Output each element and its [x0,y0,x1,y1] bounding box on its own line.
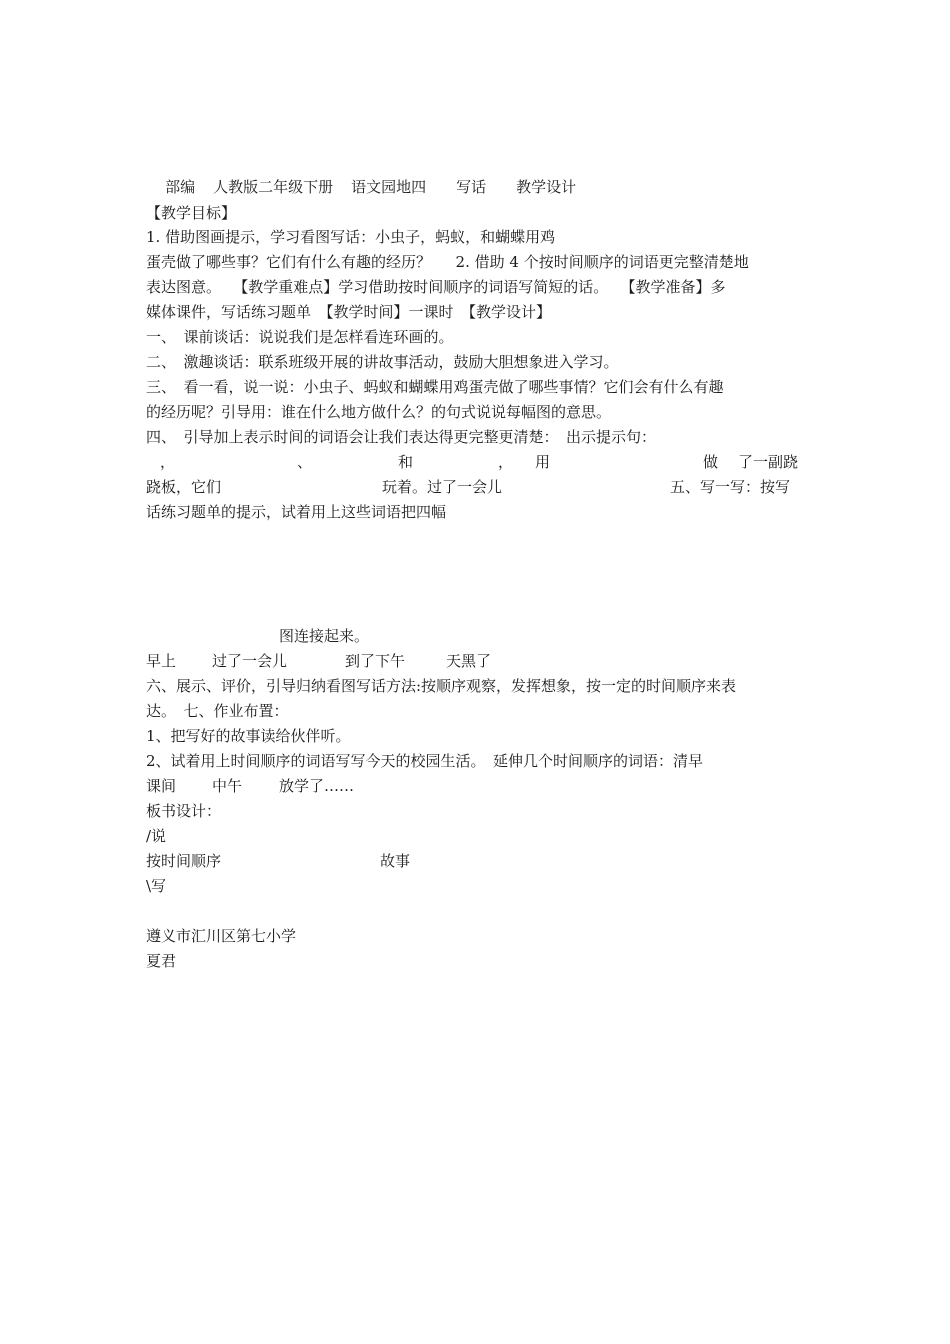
title-part: 教学设计 [516,178,577,196]
board-heading: 板书设计： [146,802,222,820]
paragraph-line: 媒体课件，写话练习题单 【教学时间】一课时 【教学设计】 [146,303,552,321]
document-title [146,151,577,196]
paragraph-line: 表达图意。 【教学重难点】学习借助按时间顺序的词语写简短的话。 【教学准备】多 [146,278,726,296]
step-6-line2: 达。 七、作业布置： [146,702,289,720]
homework-1: 1、把写好的故事读给伙伴听。 [146,727,351,745]
blank-line2-b: 玩着。过了一会儿 [382,478,503,496]
title-part: 部编 [165,178,196,196]
step-6-line1: 六、展示、评价，引导归纳看图写话方法:按顺序观察，发挥想象，按一定的时间顺序来表 [146,677,737,695]
blank-tiao: 了一副跷 [738,453,799,471]
blank-dun: 、 [297,453,313,471]
author-school: 遵义市汇川区第七小学 [146,927,297,945]
step-2: 二、 激趣谈话：联系班级开展的讲故事活动，鼓励大胆想象进入学习。 [146,353,619,371]
title-part: 人教版二年级下册 [213,178,334,196]
time-word: 过了一会儿 [212,652,288,670]
board-shuo: /说 [146,827,167,845]
connect-text: 图连接起来。 [279,627,370,645]
blank-line2-c: 五、写一写：按写 [670,478,791,496]
homework-2: 2、试着用上时间顺序的词语写写今天的校园生活。 延伸几个时间顺序的词语：清早 [146,752,704,770]
board-story: 故事 [380,852,411,870]
blank-yong: 用 [535,453,551,471]
board-order: 按时间顺序 [146,852,222,870]
author-name: 夏君 [146,952,177,970]
blank-comma: ， [160,453,176,471]
title-part: 语文园地四 [351,178,427,196]
time-word: 早上 [146,652,177,670]
extra-word: 放学了…… [279,777,355,795]
blank-line2-a: 跷板，它们 [146,478,222,496]
extra-word: 中午 [212,777,243,795]
step-3-line1: 三、 看一看，说一说：小虫子、蚂蚁和蝴蝶用鸡蛋壳做了哪些事情？它们会有什么有趣 [146,378,724,396]
extra-word: 课间 [146,777,177,795]
time-word: 天黑了 [446,652,492,670]
paragraph-line: 蛋壳做了哪些事？它们有什么有趣的经历？ 2. 借助 4 个按时间顺序的词语更完整清楚地 [146,253,749,271]
goal-heading: 【教学目标】 [146,204,237,222]
title-part: 写话 [456,178,487,196]
blank-comma2: ， [498,453,514,471]
paragraph-line: 1. 借助图画提示，学习看图写话：小虫子，蚂蚁，和蝴蝶用鸡 [146,228,556,246]
step-1: 一、 课前谈话：说说我们是怎样看连环画的。 [146,328,454,346]
paragraph-line: 话练习题单的提示，试着用上这些词语把四幅 [146,503,447,521]
blank-he: 和 [398,453,414,471]
step-3-line2: 的经历呢？引导用：谁在什么地方做什么？的句式说说每幅图的意思。 [146,403,612,421]
board-xie: \写 [146,877,167,895]
step-4: 四、 引导加上表示时间的词语会让我们表达得更完整更清楚： 出示提示句： [146,428,657,446]
blank-zuo: 做 [703,453,719,471]
time-word: 到了下午 [345,652,406,670]
